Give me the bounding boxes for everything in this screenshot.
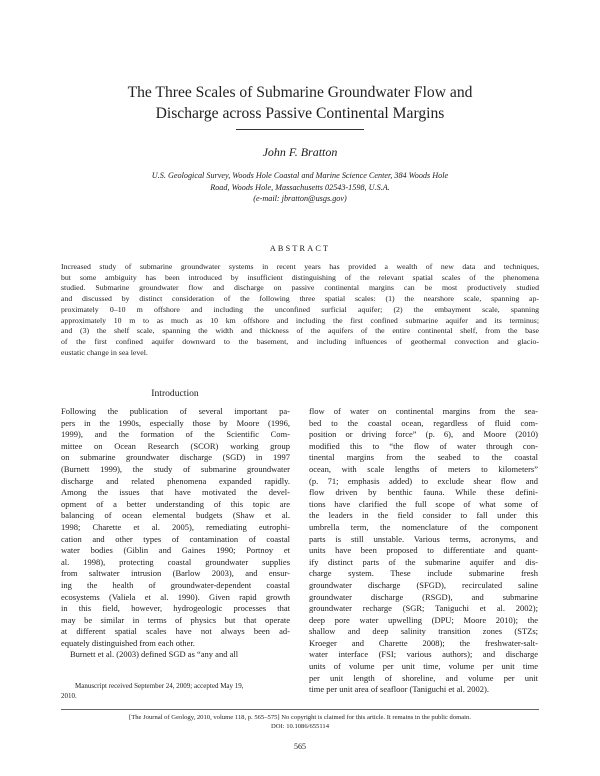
body-text-line: discharge and related phenomena expanded rapidly. — [61, 475, 290, 486]
body-text-line: position or driving force” (p. 6), and Moore (2010) — [309, 429, 538, 440]
abstract-line: approximately 10 m to as much as 10 km offshore and including the first confined submarine aquifer and its terminus; — [61, 315, 539, 325]
manuscript-note-line-2: 2010. — [61, 691, 77, 700]
body-text-line: 1999), and the formation of the Scientific Com- — [61, 429, 290, 440]
affiliation-line-1: U.S. Geological Survey, Woods Hole Coastal and Marine Science Center, 384 Woods Hole — [151, 171, 449, 180]
body-text-line: the leaders in the field consider to fall under this — [309, 510, 538, 521]
body-text-line: deep pore water upwelling (DPU; Moore 2010); the — [309, 614, 538, 625]
body-text-line: balancing of ocean elemental budgets (Shaw et al. — [61, 510, 290, 521]
body-text-line: shallow and deep salinity transition zones (STZs; — [309, 626, 538, 637]
footer-divider — [61, 709, 539, 710]
body-text-line: pers in the 1990s, especially those by Moore (1996, — [61, 417, 290, 428]
abstract-line: studied. Submarine groundwater flow and discharge on passive continental margins can be most productively studied — [61, 283, 539, 293]
body-text-line: tinental margins from the seabed to the coastal — [309, 452, 538, 463]
body-text-line: equately distinguished from each other. — [61, 637, 195, 648]
body-text-line: bed to the coastal ocean, regardless of fluid com- — [309, 417, 538, 428]
body-text-line: groundwater recharge (SGR; Taniguchi et al. 2002); — [309, 603, 538, 614]
article-title-line-1: The Three Scales of Submarine Groundwater Flow and — [127, 84, 473, 101]
body-text-line: at different spatial scales have not always been ad- — [61, 626, 290, 637]
doi-line: DOI: 10.1086/655114 — [271, 723, 329, 730]
body-text-line: modified this to “the flow of water through con- — [309, 440, 538, 451]
body-text-line: opment of a better understanding of this topic are — [61, 498, 290, 509]
abstract-line: of the first confined aquifer downward to the basement, and including influences of geothermal convection and glacio- — [61, 336, 539, 346]
abstract-line: eustatic change in sea level. — [61, 347, 148, 357]
body-text-line: water bodies (Giblin and Gaines 1990; Portnoy et — [61, 545, 290, 556]
article-title — [60, 82, 540, 124]
affiliation-line-2: Road, Woods Hole, Massachusetts 02543-1598, U.S.A. — [210, 182, 390, 192]
abstract-line: proximately 0–10 m offshore and including the unconfined surficial aquifer; (2) the embayment scale, spanning — [61, 304, 539, 314]
journal-footer — [0, 713, 600, 731]
body-text-line: per unit length of shoreline, and volume per unit — [309, 672, 538, 683]
body-text-line: flow of water on continental margins from the sea- — [309, 406, 538, 416]
body-text-line: groundwater discharge (SFGD), recirculated saline — [309, 579, 538, 590]
body-text-line: water interface (FSI; various authors); and discharge — [309, 649, 538, 660]
body-text-line: (Burnett 1999), the study of submarine groundwater — [61, 463, 290, 474]
body-text-line: mittee on Ocean Research (SCOR) working group — [61, 440, 290, 451]
introduction-right-column — [309, 406, 538, 696]
body-text-line: flow driven by benthic fauna. While these defini- — [309, 487, 538, 498]
author-affiliation — [90, 170, 510, 205]
body-text-line: 1998; Charette et al. 2005), remediating eutrophi- — [61, 521, 290, 532]
body-text-line: from saltwater intrusion (Barlow 2003), and ensur- — [61, 568, 290, 579]
body-text-line: Among the issues that have motivated the devel- — [61, 487, 290, 498]
body-text-line: units have been proposed to differentiate and quant- — [309, 545, 538, 556]
body-text-line: in this field, however, hydrogeologic processes that — [61, 603, 290, 614]
body-text-line: groundwater discharge (RSGD), and submarine — [309, 591, 538, 602]
body-text-line: ify distinct parts of the submarine aquifer and dis- — [309, 556, 538, 567]
body-text-line: umbrella term, the nomenclature of the component — [309, 521, 538, 532]
article-title-line-2: Discharge across Passive Continental Margins — [155, 105, 445, 122]
abstract-line: Increased study of submarine groundwater systems in recent years has provided a wealth of new data and techniques, — [61, 262, 539, 271]
manuscript-note — [61, 682, 290, 701]
author-email: (e-mail: jbratton@usgs.gov) — [253, 194, 347, 203]
body-text-line: ing the health of groundwater-dependent coastal — [61, 579, 290, 590]
body-text-line: Following the publication of several important pa- — [61, 406, 290, 416]
body-text-line: Kroeger and Charette 2008); the freshwater-salt- — [309, 637, 538, 648]
author-name: John F. Bratton — [262, 145, 338, 159]
body-text-line: may be similar in terms of physics but that operate — [61, 614, 290, 625]
abstract-line: and (3) the shelf scale, spanning the width and thickness of the aquifers of the entire continental shelf, from the base — [61, 326, 539, 336]
body-text-line: on submarine groundwater discharge (SGD) in 1997 — [61, 452, 290, 463]
body-text-line: tions have clarified the full scope of what some of — [309, 498, 538, 509]
body-text-line: units of volume per unit time, volume per unit time — [309, 661, 538, 672]
title-divider — [236, 129, 364, 130]
abstract-body — [61, 262, 539, 358]
body-text-line: time per unit area of seafloor (Taniguchi et al. 2002). — [309, 684, 489, 695]
abstract-heading: ABSTRACT — [269, 244, 331, 253]
abstract-line: and discussed by distinct consideration of the following three spatial scales: (1) the nearshore scale, spanning ap- — [61, 294, 539, 304]
abstract-line: but some ambiguity has been introduced by insufficient distinguishing of the relevant spatial scales of the phenomena — [61, 272, 539, 282]
body-text-line: Burnett et al. (2003) defined SGD as “any and all — [70, 649, 239, 660]
body-text-line: (p. 71; emphasis added) to exclude shear flow and — [309, 475, 538, 486]
citation-line: [The Journal of Geology, 2010, volume 118, p. 565–575] No copyright is claimed for this article. It remains in the public domain. — [129, 714, 471, 721]
body-text-line: parts is still unstable. Various terms, acronyms, and — [309, 533, 538, 544]
body-text-line: ocean, with scale lengths of meters to kilometers” — [309, 463, 538, 474]
introduction-heading: Introduction — [151, 388, 199, 399]
manuscript-note-line-1: Manuscript received September 24, 2009; accepted May 19, — [75, 682, 244, 690]
body-text-line: ecosystems (Valiela et al. 1990). Given rapid growth — [61, 591, 290, 602]
page-number: 565 — [294, 742, 306, 751]
body-text-line: al. 1998), protecting coastal groundwater supplies — [61, 556, 290, 567]
body-text-line: cation and other types of contamination of coastal — [61, 533, 290, 544]
introduction-left-column — [61, 406, 290, 661]
body-text-line: charge system. These include submarine fresh — [309, 568, 538, 579]
